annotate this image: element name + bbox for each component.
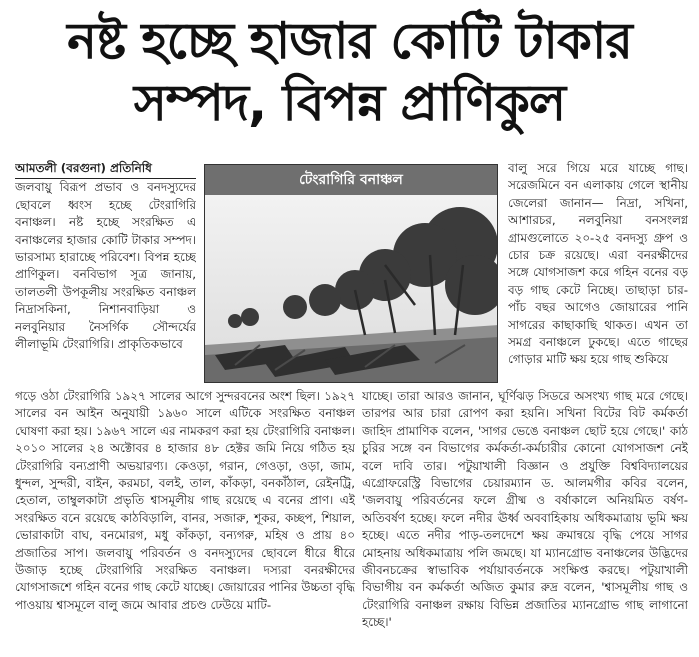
column-right-text: বালু সরে গিয়ে মরে যাচ্ছে গাছ। সরেজমিনে বন এলাকায় গেলে স্থানীয় জেলেরা জানান— নিদ্রা, সখিনা, আশারচর, নলবুনিয়া বনসংলগ্ন গ্রামগুলোতে ২০-২৫ বনদস্যু গ্রুপ ও চোর চক্র রয়েছে। এরা বনরক্ষীদের সঙ্গে যোগসাজশ করে গহিন বনের বড় বড় গাছ কেটে নিচ্ছে। তাছাড়া চার-পাঁচ বছর আগেও জোয়ারের পানি সাগরের কাছাকাছি থাকত। এখন তা সমগ্র বনাঞ্চলে ঢুকছে। এতে গাছের গোড়ার মাটি ক্ষয় হয়ে গাছ শুকিয়ে [508, 161, 688, 367]
forest-photo-icon [205, 195, 498, 383]
photo-caption: টেংরাগিরি বনাঞ্চল [205, 165, 497, 195]
column-bottom-right-text: যাচ্ছে। তারা আরও জানান, ঘূর্ণিঝড় সিডরে অসংখ্য গাছ মরে গেছে। তারপর আর চারা রোপণ করা হয়নি। সখিনা বিটের বিট কর্মকর্তা জাহিদ প্রামাণিক বলেন, 'সাগর ভেঙে বনাঞ্চল ছোট হয়ে গেছে।' কাঠ চুরির সঙ্গে বন বিভাগের কর্মকর্তা-কর্মচারীর কোনো যোগসাজশ নেই বলে দাবি তার। পটুয়াখালী বিজ্ঞান ও প্রযুক্তি বিশ্ববিদ্যালয়ের এগ্রোফরেস্ট্রি বিভাগের চেয়ারম্যান ড. আলমগীর কবির বলেন, 'জলবায়ু পরিবর্তনের ফলে গ্রীষ্ম ও বর্ষাকালে অনিয়মিত বর্ষণ-অতিবর্ষণ হচ্ছে। ফলে নদীর ঊর্ধ্ব অববাহিকায় অধিকমাত্রায় ভূমি ক্ষয় হচ্ছে। এতে নদীর পাড়-তলদেশে ক্ষয় ক্রমান্বয়ে বৃদ্ধি পেয়ে সাগর মোহনায় অধিকমাত্রায় পলি জমছে। যা ম্যানগ্রোভ বনাঞ্চলের উদ্ভিদের জীবনচক্রের স্বাভাবিক পর্যায়াবর্তনকে সংক্ষিপ্ত করছে। পটুয়াখালী বিভাগীয় বন কর্মকর্তা অজিত কুমার রুদ্র বলেন, 'শ্বাসমূলীয় গাছ ও টেংরাগিরি বনাঞ্চল রক্ষায় বিভিন্ন প্রজাতির ম্যানগ্রোভ গাছ লাগানো হচ্ছে।' [362, 389, 688, 630]
column-left-lower-text: গড়ে ওঠা টেংরাগিরি ১৯২৭ সালের আগে সুন্দরবনের অংশ ছিল। ১৯২৭ সালের বন আইন অনুযায়ী ১৯৬০ সালে এটিকে সংরক্ষিত বনাঞ্চল ঘোষণা করা হয়। ১৯৬৭ সালে এর নামকরণ করা হয় টেংরাগিরি বনাঞ্চল। ২০১০ সালের ২৪ অক্টোবর ৪ হাজার ৪৮ হেক্টর জমি নিয়ে গঠিত হয় টেংরাগিরি বন্যপ্রাণী অভয়ারণ্য। কেওড়া, গরান, গেওড়া, ওড়া, জাম, ধুন্দল, সুন্দরী, বাইন, করমচা, বলই, তাল, কাঁকড়া, বনকাঁঠাল, রেইনট্রি, হেতাল, তাম্বুলকাটা প্রভৃতি শ্বাসমূলীয় গাছ রয়েছে এ বনের প্রাণ। এই সংরক্ষিত বনে রয়েছে কাঠবিড়ালি, বানর, সজারু, শূকর, কচ্ছপ, শিয়াল, ভোরাকাটা বাঘ, বনমোরগ, মধু কাঁকড়া, বন্যগরু, মহিষ ও প্রায় ৪০ প্রজাতির সাপ। জলবায়ু পরিবর্তন ও বনদস্যুদের ছোবলে ধীরে ধীরে উজাড় হচ্ছে টেংরাগিরি সংরক্ষিত বনাঞ্চল। দস্যরা বনরক্ষীদের যোগসাজশে গহিন বনের গাছ কেটে যাচ্ছে। জোয়ারের পানির উচ্চতা বৃদ্ধি পাওয়ায় শ্বাসমূলে বালু জমে আবার প্রচণ্ড ঢেউয়ে মাটি- [15, 389, 355, 612]
dateline: আমতলী (বরগুনা) প্রতিনিধি [15, 160, 196, 179]
headline [0, 10, 699, 134]
article-column-left-lower [15, 388, 355, 650]
headline-line-1: নষ্ট হচ্ছে হাজার কোটি টাকার [67, 12, 632, 70]
headline-line-2: সম্পদ, বিপন্ন প্রাণিকুল [133, 74, 566, 132]
column-left-text: জলবায়ু বিরূপ প্রভাব ও বনদস্যুদের ছোবলে ধ্বংস হচ্ছে টেংরাগিরি বনাঞ্চল। নষ্ট হচ্ছে সংরক্ষিত এ বনাঞ্চলের হাজার কোটি টাকার সম্পদ। ভারসাম্য হারাচ্ছে পরিবেশ। বিপন্ন হচ্ছে প্রাণিকুল। বনবিভাগ সূত্র জানায়, তালতলী উপকূলীয় সংরক্ষিত বনাঞ্চল নিদ্রাসকিনা, নিশানবাড়িয়া ও নলবুনিয়ার নৈসর্গিক সৌন্দর্যের লীলাভূমি টেংরাগিরি। প্রাকৃতিকভাবে [15, 180, 196, 352]
article-column-right [508, 160, 688, 386]
photo-frame [204, 164, 498, 383]
article-column-bottom-right [362, 388, 688, 650]
article-column-left [15, 160, 196, 370]
